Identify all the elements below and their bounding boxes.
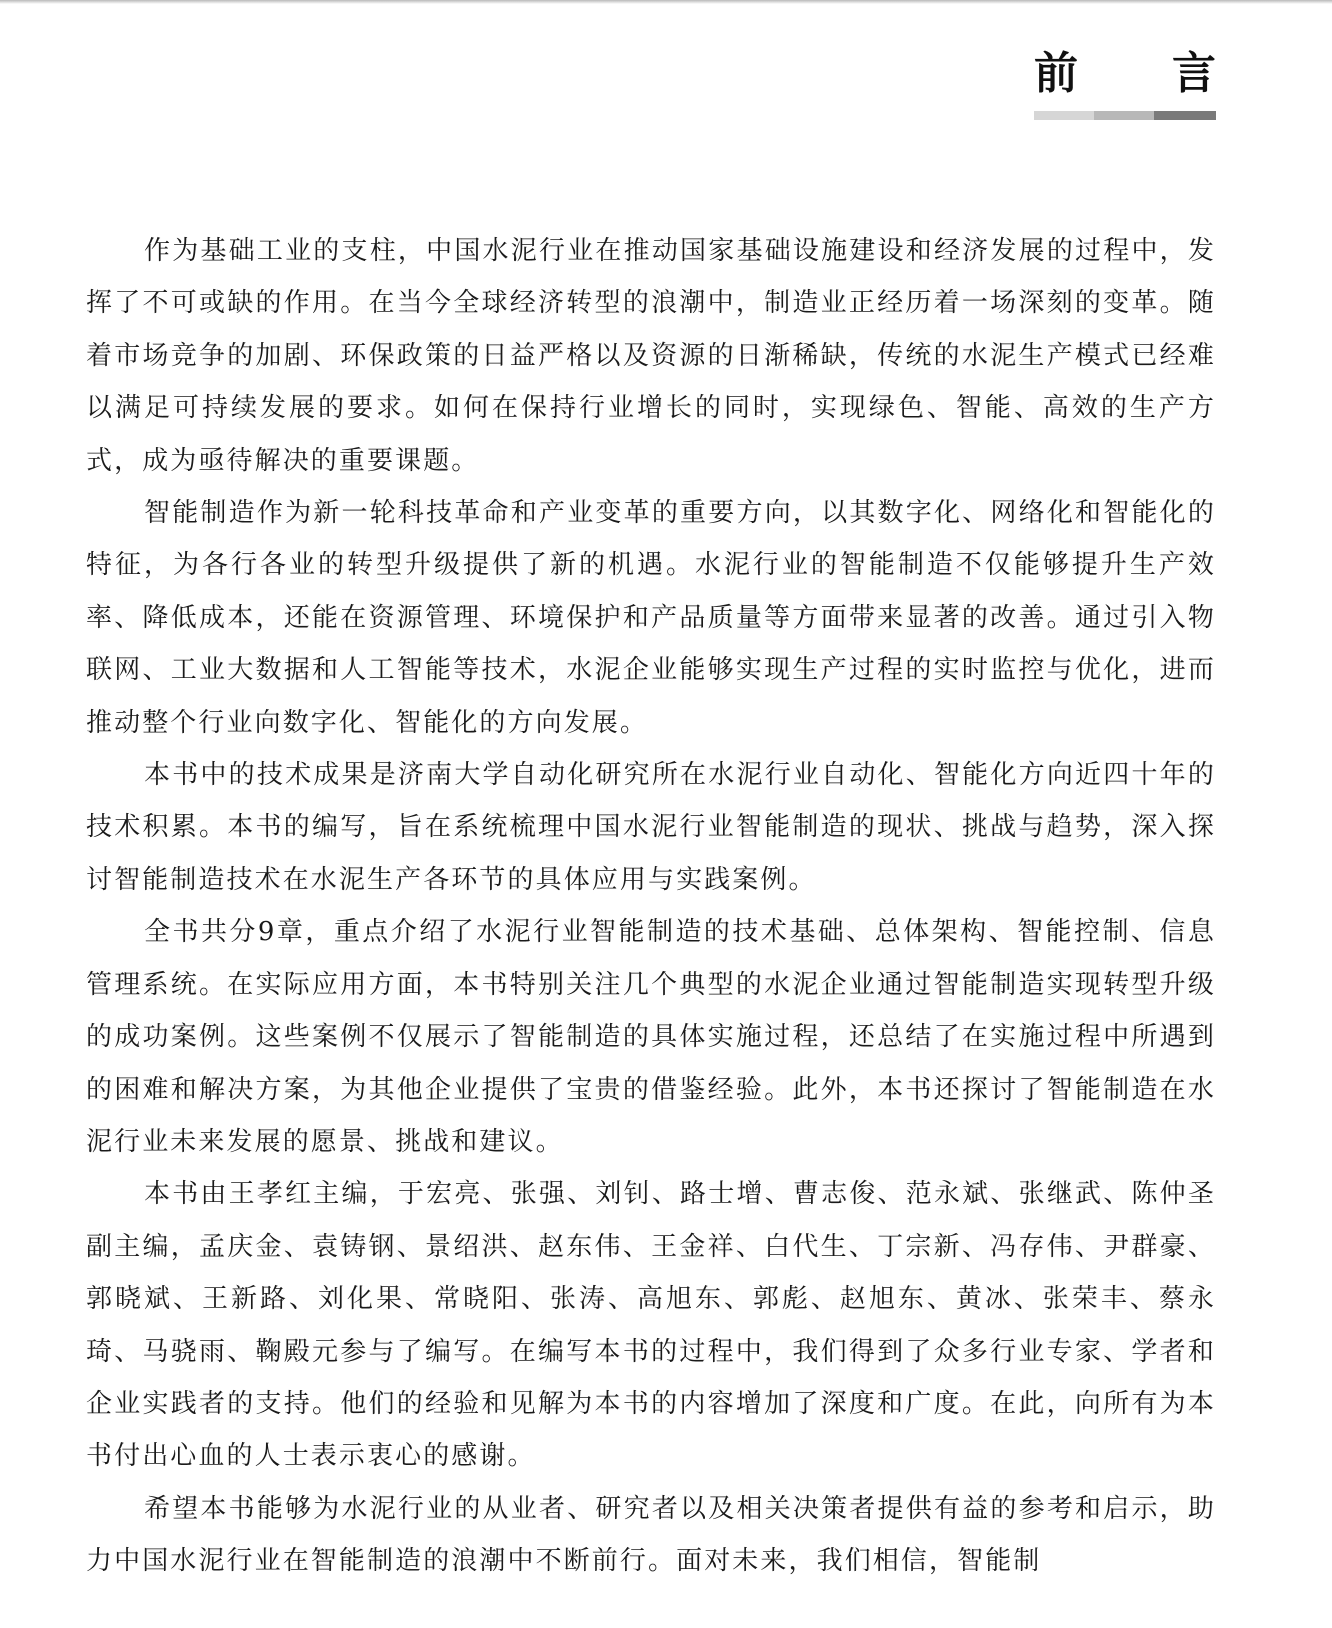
paragraph-2: 智能制造作为新一轮科技革命和产业变革的重要方向，以其数字化、网络化和智能化的特征，为各行各业的转型升级提供了新的机遇。水泥行业的智能制造不仅能够提升生产效率、降低成本，还能在资源管理、环境保护和产品质量等方面带来显著的改善。通过引入物联网、工业大数据和人工智能等技术，水泥企业能够实现生产过程的实时监控与优化，进而推动整个行业向数字化、智能化的方向发展。 <box>86 498 1216 738</box>
title-bar-segment-light <box>1034 111 1094 120</box>
paragraph-4: 全书共分9章，重点介绍了水泥行业智能制造的技术基础、总体架构、智能控制、信息管理系统。在实际应用方面，本书特别关注几个典型的水泥企业通过智能制造实现转型升级的成功案例。这些案例不仅展示了智能制造的具体实施过程，还总结了在实施过程中所遇到的困难和解决方案，为其他企业提供了宝贵的借鉴经验。此外，本书还探讨了智能制造在水泥行业未来发展的愿景、挑战和建议。 <box>86 917 1216 1157</box>
page-top-shadow <box>0 0 1332 4</box>
title-decorative-bar <box>1034 111 1216 120</box>
title-bar-segment-dark <box>1154 111 1216 120</box>
preface-body <box>86 225 1216 1588</box>
page-title <box>1034 46 1216 102</box>
paragraph-6: 希望本书能够为水泥行业的从业者、研究者以及相关决策者提供有益的参考和启示，助力中国水泥行业在智能制造的浪潮中不断前行。面对未来，我们相信，智能制 <box>86 1493 1216 1577</box>
paragraph-5: 本书由王孝红主编，于宏亮、张强、刘钊、路士增、曹志俊、范永斌、张继武、陈仲圣副主编，孟庆金、袁铸钢、景绍洪、赵东伟、王金祥、白代生、丁宗新、冯存伟、尹群豪、郭晓斌、王新路、刘化果、常晓阳、张涛、高旭东、郭彪、赵旭东、黄冰、张荣丰、蔡永琦、马骁雨、鞠殿元参与了编写。在编写本书的过程中，我们得到了众多行业专家、学者和企业实践者的支持。他们的经验和见解为本书的内容增加了深度和广度。在此，向所有为本书付出心血的人士表示衷心的感谢。 <box>86 1179 1216 1472</box>
page-title-char-1: 前 <box>1034 48 1078 99</box>
paragraph-3: 本书中的技术成果是济南大学自动化研究所在水泥行业自动化、智能化方向近四十年的技术积累。本书的编写，旨在系统梳理中国水泥行业智能制造的现状、挑战与趋势，深入探讨智能制造技术在水泥生产各环节的具体应用与实践案例。 <box>86 760 1216 895</box>
paragraph-1: 作为基础工业的支柱，中国水泥行业在推动国家基础设施建设和经济发展的过程中，发挥了不可或缺的作用。在当今全球经济转型的浪潮中，制造业正经历着一场深刻的变革。随着市场竞争的加剧、环保政策的日益严格以及资源的日渐稀缺，传统的水泥生产模式已经难以满足可持续发展的要求。如何在保持行业增长的同时，实现绿色、智能、高效的生产方式，成为亟待解决的重要课题。 <box>86 236 1216 476</box>
page-title-char-2: 言 <box>1172 48 1216 99</box>
title-bar-segment-mid <box>1094 111 1154 120</box>
